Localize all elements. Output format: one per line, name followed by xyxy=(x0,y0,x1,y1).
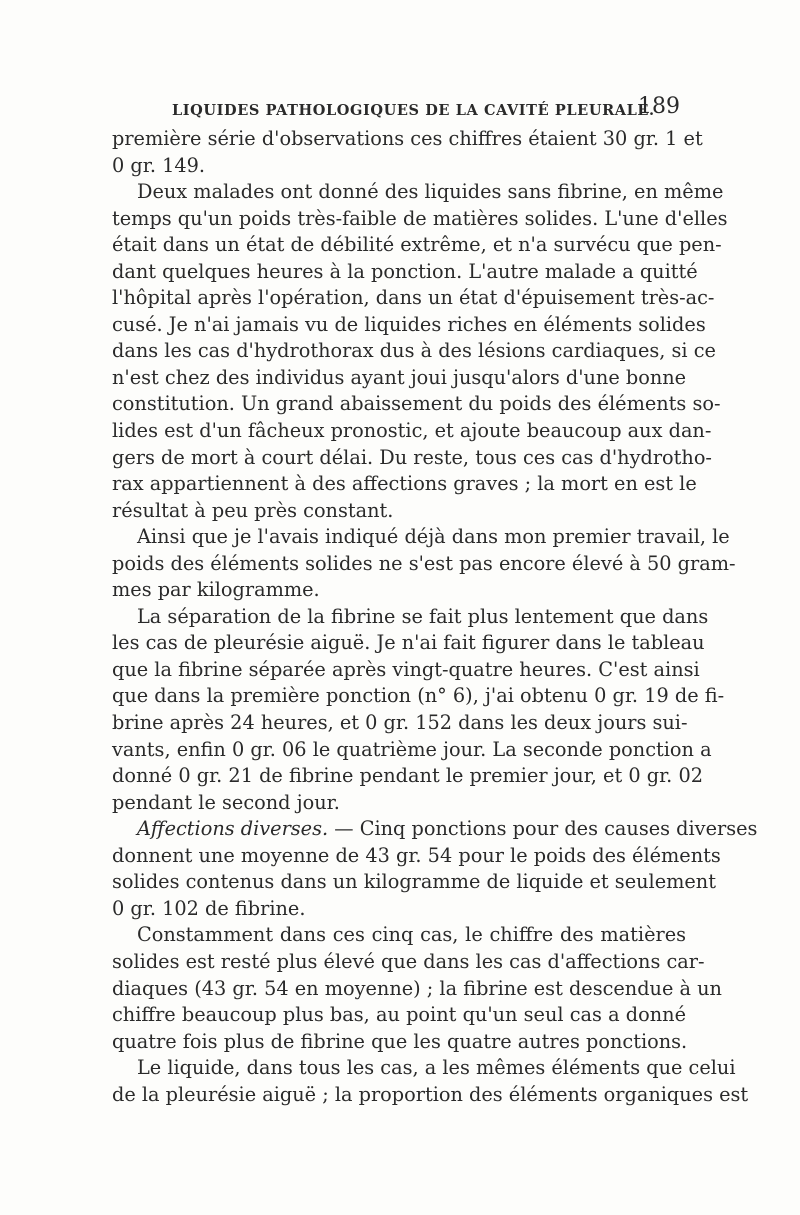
text-line: résultat à peu près constant. xyxy=(112,498,394,522)
text-line: que dans la première ponction (n° 6), j'ai obtenu 0 gr. 19 de fi- xyxy=(112,684,725,708)
running-head xyxy=(160,94,680,124)
text-line: donné 0 gr. 21 de fibrine pendant le premier jour, et 0 gr. 02 xyxy=(112,764,703,788)
text-line: les cas de pleurésie aiguë. Je n'ai fait figurer dans le tableau xyxy=(112,631,705,655)
body-text xyxy=(112,126,758,1108)
text-line: poids des éléments solides ne s'est pas encore élevé à 50 gram- xyxy=(112,551,736,575)
text-line: diaques (43 gr. 54 en moyenne) ; la fibrine est descendue à un xyxy=(112,976,722,1000)
text-line: dant quelques heures à la ponction. L'autre malade a quitté xyxy=(112,259,698,283)
text-line: quatre fois plus de fibrine que les quatre autres ponctions. xyxy=(112,1029,688,1053)
text-line: vants, enfin 0 gr. 06 le quatrième jour. La seconde ponction a xyxy=(112,737,712,761)
text-line: était dans un état de débilité extrême, et n'a survécu que pen- xyxy=(112,233,722,257)
text-line: dans les cas d'hydrothorax dus à des lésions cardiaques, si ce xyxy=(112,339,716,363)
text-line: pendant le second jour. xyxy=(112,790,340,814)
text-line: brine après 24 heures, et 0 gr. 152 dans les deux jours sui- xyxy=(112,711,688,735)
running-title: LIQUIDES PATHOLOGIQUES DE LA CAVITÉ PLEURALE. xyxy=(172,102,655,119)
text-line: n'est chez des individus ayant joui jusqu'alors d'une bonne xyxy=(112,365,687,389)
section-heading-line xyxy=(112,816,758,843)
text-line: rax appartiennent à des affections graves ; la mort en est le xyxy=(112,472,697,496)
text-line: l'hôpital après l'opération, dans un état d'épuisement très-ac- xyxy=(112,286,715,310)
text-line: temps qu'un poids très-faible de matières solides. L'une d'elles xyxy=(112,206,728,230)
paragraph-start: Le liquide, dans tous les cas, a les mêmes éléments que celui xyxy=(137,1056,736,1080)
text-line: que la fibrine séparée après vingt-quatre heures. C'est ainsi xyxy=(112,657,700,681)
text-line: donnent une moyenne de 43 gr. 54 pour le poids des éléments xyxy=(112,843,721,867)
paragraph-start: La séparation de la fibrine se fait plus lentement que dans xyxy=(137,604,709,628)
page-number: 189 xyxy=(638,94,680,119)
text-line: chiffre beaucoup plus bas, au point qu'un seul cas a donné xyxy=(112,1003,686,1027)
text-line: gers de mort à court délai. Du reste, tous ces cas d'hydrotho- xyxy=(112,445,712,469)
text-line: mes par kilogramme. xyxy=(112,578,320,602)
text-line: de la pleurésie aiguë ; la proportion des éléments organiques est xyxy=(112,1082,749,1106)
heading-dash: — xyxy=(334,817,354,841)
text-line: constitution. Un grand abaissement du poids des éléments so- xyxy=(112,392,721,416)
text-line: 0 gr. 149. xyxy=(112,153,206,177)
text-line: cusé. Je n'ai jamais vu de liquides riches en éléments solides xyxy=(112,312,706,336)
text-line: solides est resté plus élevé que dans les cas d'affections car- xyxy=(112,949,705,973)
text-line: 0 gr. 102 de fibrine. xyxy=(112,896,306,920)
paragraph-start: Constamment dans ces cinq cas, le chiffre des matières xyxy=(137,923,686,947)
section-heading-text: Cinq ponctions pour des causes diverses xyxy=(359,817,758,841)
paragraph-start: Deux malades ont donné des liquides sans fibrine, en même xyxy=(137,180,724,204)
text-line: solides contenus dans un kilogramme de liquide et seulement xyxy=(112,870,716,894)
section-heading: Affections diverses. xyxy=(137,817,329,841)
text-line: première série d'observations ces chiffres étaient 30 gr. 1 et xyxy=(112,127,703,150)
text-line: lides est d'un fâcheux pronostic, et ajoute beaucoup aux dan- xyxy=(112,419,712,443)
paragraph-start: Ainsi que je l'avais indiqué déjà dans mon premier travail, le xyxy=(137,525,730,549)
